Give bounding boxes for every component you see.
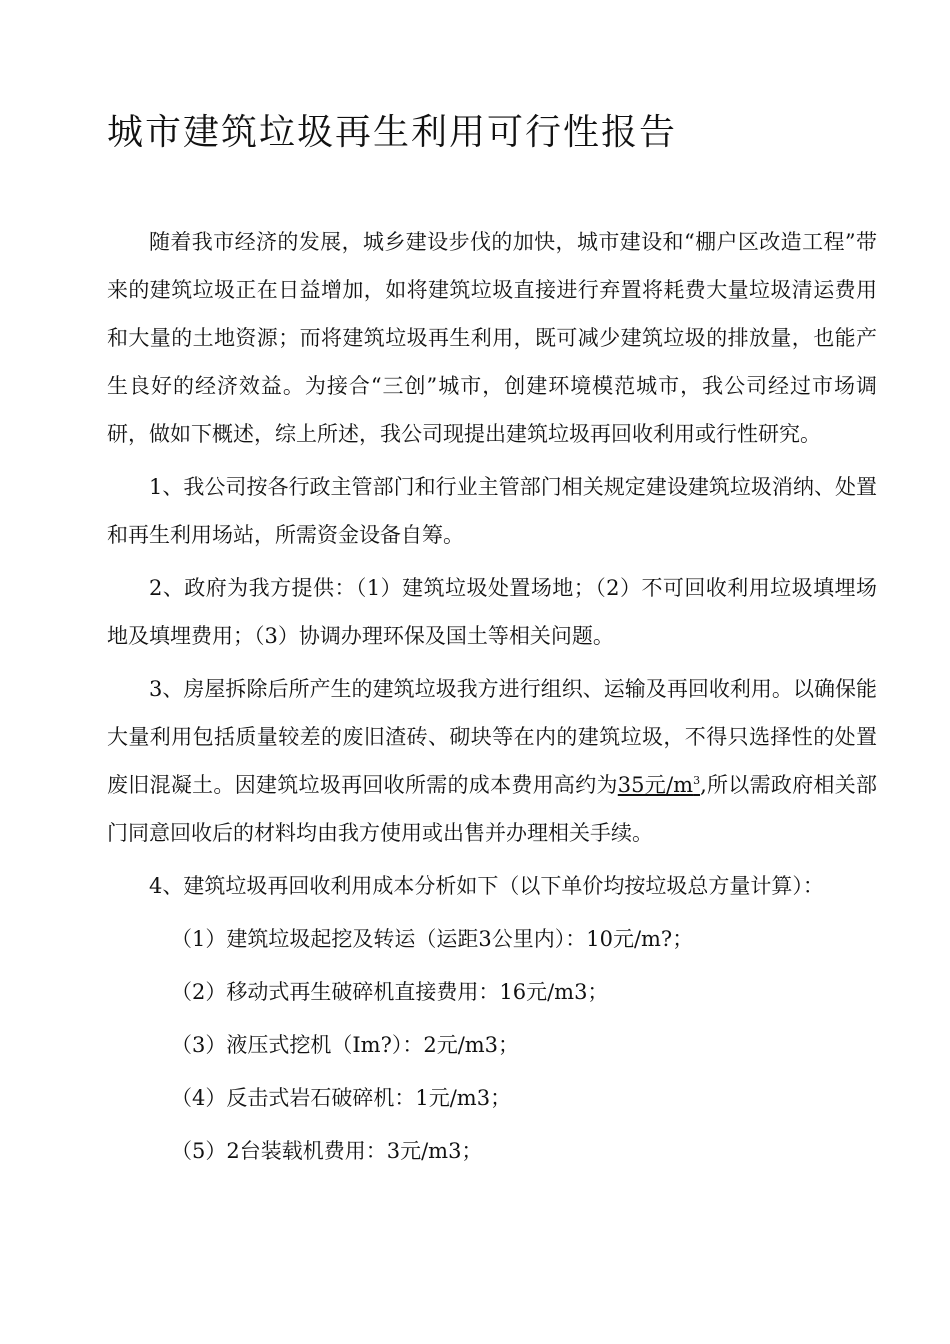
cost-item-5: （5）2台装载机费用：3元/m3； bbox=[171, 1139, 483, 1163]
point-4-paragraph: 4、建筑垃圾再回收利用成本分析如下（以下单价均按垃圾总方量计算）： bbox=[149, 874, 824, 898]
point-2-paragraph: 2、政府为我方提供：（1）建筑垃圾处置场地；（2）不可回收利用垃圾填埋场地及填埋费用；（3）协调办理环保及国土等相关问题。 bbox=[107, 576, 877, 648]
cost-item-2: （2）移动式再生破碎机直接费用：16元/m3； bbox=[171, 980, 609, 1004]
point-3-text-before: 3、房屋拆除后所产生的建筑垃圾我方进行组织、运输及再回收利用。以确保能大量利用包括质量较差的废旧渣砖、砌块等在内的建筑垃圾，不得只选择性的处置废旧混凝土。因建筑垃圾再回收所需的成本费用高约为 bbox=[107, 677, 877, 797]
cost-per-cubic-meter bbox=[618, 773, 700, 797]
cost-item-4: （4）反击式岩石破碎机：1元/m3； bbox=[171, 1086, 512, 1110]
cost-value: 35元/m bbox=[617, 773, 694, 797]
document-title: 城市建筑垃圾再生利用可行性报告 bbox=[107, 112, 678, 153]
point-1-paragraph: 1、我公司按各行政主管部门和行业主管部门相关规定建设建筑垃圾消纳、处置和再生利用场站，所需资金设备自筹。 bbox=[107, 475, 877, 547]
document-body bbox=[107, 218, 877, 1180]
intro-paragraph: 随着我市经济的发展，城乡建设步伐的加快，城市建设和“棚户区改造工程”带来的建筑垃圾正在日益增加，如将建筑垃圾直接进行弃置将耗费大量垃圾清运费用和大量的土地资源；而将建筑垃圾再生利用，既可减少建筑垃圾的排放量，也能产生良好的经济效益。为接合“三创”城市，创建环境模范城市，我公司经过市场调研，做如下概述，综上所述，我公司现提出建筑垃圾再回收利用或行性研究。 bbox=[107, 230, 877, 446]
cost-item-1: （1）建筑垃圾起挖及转运（运距3公里内）：10元/m?； bbox=[171, 927, 694, 951]
cost-unit-superscript: 3 bbox=[693, 774, 701, 787]
point-3-text-after: ,所以需政府相关部门同意回收后的材料均由我方使用或出售并办理相关手续。 bbox=[107, 773, 877, 845]
point-3-paragraph bbox=[107, 665, 877, 857]
cost-item-3: （3）液压式挖机（Im?）：2元/m3； bbox=[171, 1033, 520, 1057]
